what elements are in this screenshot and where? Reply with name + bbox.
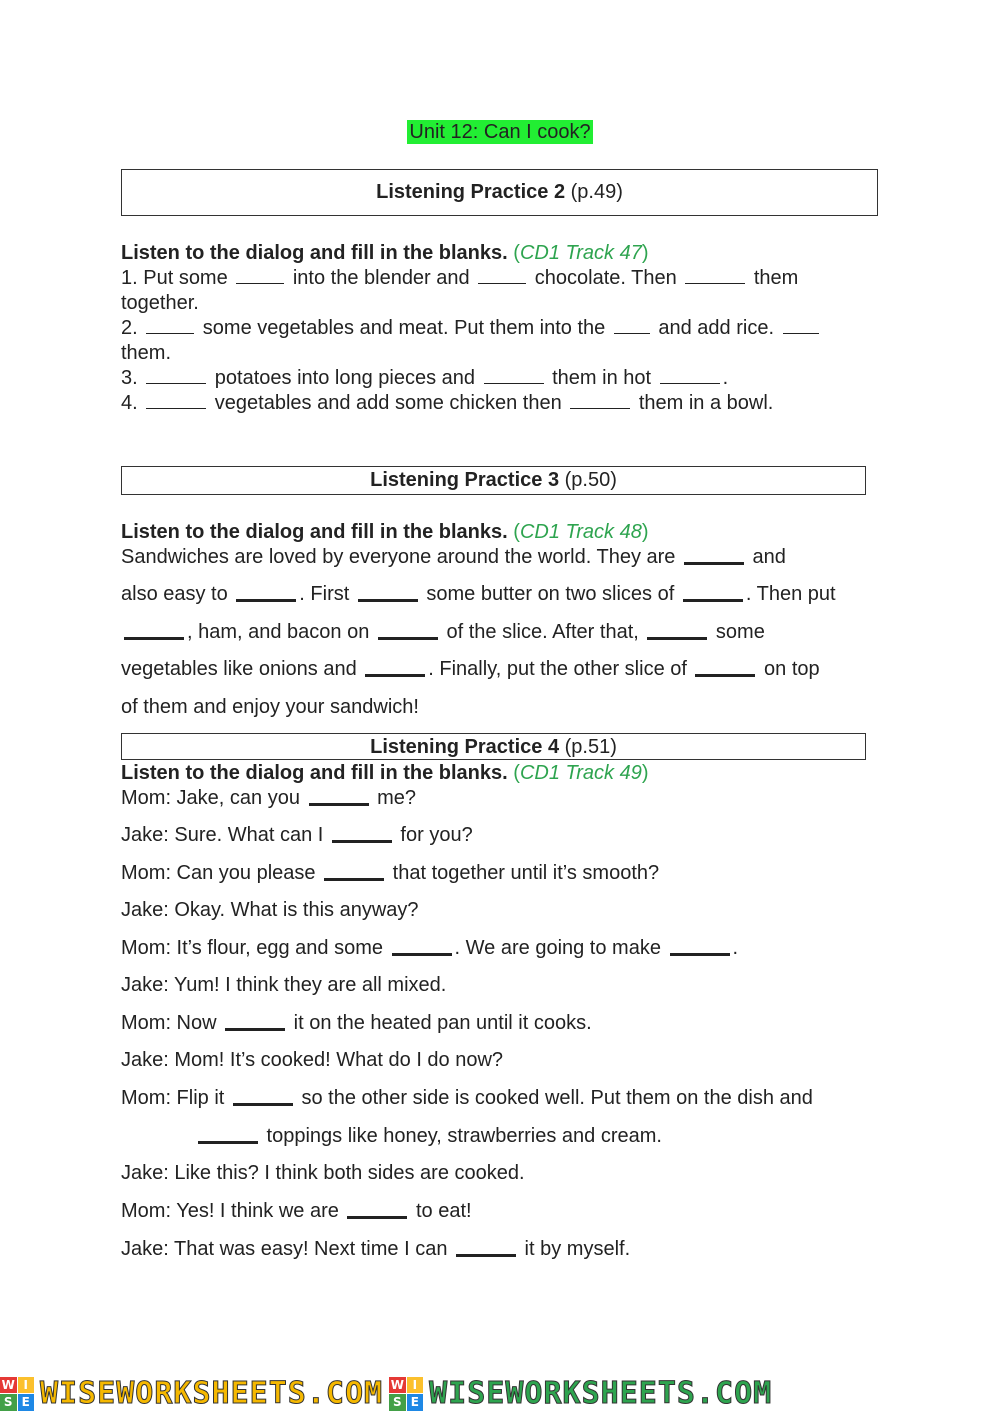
line-text: and bbox=[746, 546, 786, 568]
line-text: together. bbox=[121, 292, 199, 314]
line-text: so the other side is cooked well. Put them on the dish and bbox=[295, 1087, 813, 1109]
line-text: that together until it’s smooth? bbox=[387, 862, 660, 884]
line-text: on top bbox=[758, 658, 820, 680]
answer-blank[interactable] bbox=[392, 937, 452, 956]
line-text: them. bbox=[121, 342, 172, 364]
answer-blank[interactable] bbox=[146, 367, 206, 384]
line-text: Jake: Sure. What can I bbox=[121, 824, 329, 846]
line-text: Jake: Okay. What is this anyway? bbox=[121, 899, 419, 921]
text-line bbox=[121, 658, 820, 681]
line-text: also easy to bbox=[121, 583, 234, 605]
line-text: of them and enjoy your sandwich! bbox=[121, 696, 419, 718]
line-text: Jake: Like this? I think both sides are cooked. bbox=[121, 1162, 525, 1184]
line-text: chocolate. Then bbox=[529, 267, 683, 289]
text-line bbox=[121, 546, 786, 569]
answer-blank[interactable] bbox=[647, 621, 707, 640]
line-text: vegetables and add some chicken then bbox=[209, 392, 568, 414]
line-text: Sandwiches are loved by everyone around the world. They are bbox=[121, 546, 681, 568]
line-text: it by myself. bbox=[519, 1238, 631, 1260]
line-text: . We are going to make bbox=[454, 937, 667, 959]
line-text: Mom: It’s flour, egg and some bbox=[121, 937, 389, 959]
answer-blank[interactable] bbox=[236, 267, 284, 284]
text-line bbox=[121, 974, 446, 997]
answer-blank[interactable] bbox=[684, 546, 744, 565]
line-text: some vegetables and meat. Put them into the bbox=[197, 317, 611, 339]
text-line bbox=[121, 1238, 630, 1261]
answer-blank[interactable] bbox=[225, 1012, 285, 1031]
text-line bbox=[121, 696, 419, 719]
watermark-text: WISEWORKSHEETS.COM bbox=[429, 1376, 773, 1411]
practice-4-heading: Listening Practice 4 (p.51) bbox=[121, 733, 866, 760]
line-text: . Then put bbox=[745, 583, 836, 605]
text-line bbox=[121, 292, 199, 315]
answer-blank[interactable] bbox=[614, 317, 650, 334]
text-line bbox=[121, 621, 765, 644]
line-text: Mom: Yes! I think we are bbox=[121, 1200, 345, 1222]
line-text: some butter on two slices of bbox=[420, 583, 680, 605]
answer-blank[interactable] bbox=[233, 1087, 293, 1106]
answer-blank[interactable] bbox=[478, 267, 526, 284]
answer-blank[interactable] bbox=[198, 1125, 258, 1144]
answer-blank[interactable] bbox=[695, 658, 755, 677]
line-text: . First bbox=[299, 583, 355, 605]
line-text: Mom: Flip it bbox=[121, 1087, 230, 1109]
answer-blank[interactable] bbox=[347, 1200, 407, 1219]
line-text: toppings like honey, strawberries and cream. bbox=[261, 1125, 662, 1147]
line-text: . bbox=[722, 367, 729, 389]
line-text: . Finally, put the other slice of bbox=[428, 658, 693, 680]
line-text: into the blender and bbox=[287, 267, 476, 289]
text-line bbox=[121, 317, 822, 340]
line-text: potatoes into long pieces and bbox=[209, 367, 481, 389]
answer-blank[interactable] bbox=[484, 367, 544, 384]
line-text: Mom: Jake, can you bbox=[121, 787, 306, 809]
line-text: Mom: Can you please bbox=[121, 862, 322, 884]
line-text: some bbox=[710, 621, 765, 643]
answer-blank[interactable] bbox=[685, 267, 745, 284]
line-text: for you? bbox=[394, 824, 473, 846]
watermark-text: WISEWORKSHEETS.COM bbox=[40, 1376, 384, 1411]
wise-logo-icon: W I S E bbox=[389, 1377, 423, 1411]
text-line bbox=[195, 1125, 662, 1148]
line-text: Mom: Now bbox=[121, 1012, 223, 1034]
answer-blank[interactable] bbox=[146, 317, 194, 334]
text-line bbox=[121, 862, 659, 885]
answer-blank[interactable] bbox=[324, 862, 384, 881]
line-text: vegetables like onions and bbox=[121, 658, 363, 680]
answer-blank[interactable] bbox=[124, 621, 184, 640]
line-text: 1. Put some bbox=[121, 267, 234, 289]
line-text: and add rice. bbox=[652, 317, 780, 339]
unit-title: Unit 12: Can I cook? bbox=[409, 121, 591, 143]
answer-blank[interactable] bbox=[236, 583, 296, 602]
line-text: them in a bowl. bbox=[633, 392, 774, 414]
text-line bbox=[121, 937, 738, 960]
text-line bbox=[121, 342, 171, 365]
answer-blank[interactable] bbox=[456, 1238, 516, 1257]
answer-blank[interactable] bbox=[358, 583, 418, 602]
text-line bbox=[121, 1200, 472, 1223]
practice-4-instruction: Listen to the dialog and fill in the blanks. (CD1 Track 49) bbox=[121, 762, 649, 784]
text-line bbox=[121, 267, 798, 290]
text-line bbox=[121, 899, 419, 922]
line-text: Jake: Mom! It’s cooked! What do I do now? bbox=[121, 1049, 504, 1071]
answer-blank[interactable] bbox=[309, 787, 369, 806]
line-text: Jake: Yum! I think they are all mixed. bbox=[121, 974, 447, 996]
answer-blank[interactable] bbox=[365, 658, 425, 677]
line-text: of the slice. After that, bbox=[440, 621, 645, 643]
watermark bbox=[0, 1374, 1000, 1413]
answer-blank[interactable] bbox=[670, 937, 730, 956]
line-text: me? bbox=[371, 787, 416, 809]
answer-blank[interactable] bbox=[146, 392, 206, 409]
practice-2-heading: Listening Practice 2 (p.49) bbox=[121, 169, 878, 216]
text-line bbox=[121, 392, 773, 415]
line-text: , ham, and bacon on bbox=[187, 621, 375, 643]
line-text: . bbox=[732, 937, 739, 959]
answer-blank[interactable] bbox=[660, 367, 720, 384]
line-text: 4. bbox=[121, 392, 144, 414]
line-text: Jake: That was easy! Next time I can bbox=[121, 1238, 453, 1260]
line-text: them bbox=[748, 267, 799, 289]
text-line bbox=[121, 787, 416, 810]
text-line bbox=[121, 1012, 592, 1035]
line-text: 3. bbox=[121, 367, 144, 389]
text-line bbox=[121, 824, 473, 847]
answer-blank[interactable] bbox=[378, 621, 438, 640]
answer-blank[interactable] bbox=[332, 824, 392, 843]
line-text: it on the heated pan until it cooks. bbox=[288, 1012, 592, 1034]
practice-3-instruction: Listen to the dialog and fill in the blanks. (CD1 Track 48) bbox=[121, 521, 649, 543]
answer-blank[interactable] bbox=[570, 392, 630, 409]
text-line bbox=[121, 1049, 503, 1072]
line-text: to eat! bbox=[410, 1200, 472, 1222]
practice-3-heading: Listening Practice 3 (p.50) bbox=[121, 466, 866, 495]
line-text: them in hot bbox=[546, 367, 657, 389]
text-line bbox=[121, 367, 728, 390]
wise-logo-icon: W I S E bbox=[0, 1377, 34, 1411]
text-line bbox=[121, 583, 836, 606]
answer-blank[interactable] bbox=[683, 583, 743, 602]
answer-blank[interactable] bbox=[783, 317, 819, 334]
practice-2-instruction: Listen to the dialog and fill in the blanks. (CD1 Track 47) bbox=[121, 242, 649, 264]
text-line bbox=[121, 1087, 813, 1110]
line-text: 2. bbox=[121, 317, 144, 339]
text-line bbox=[121, 1162, 525, 1185]
